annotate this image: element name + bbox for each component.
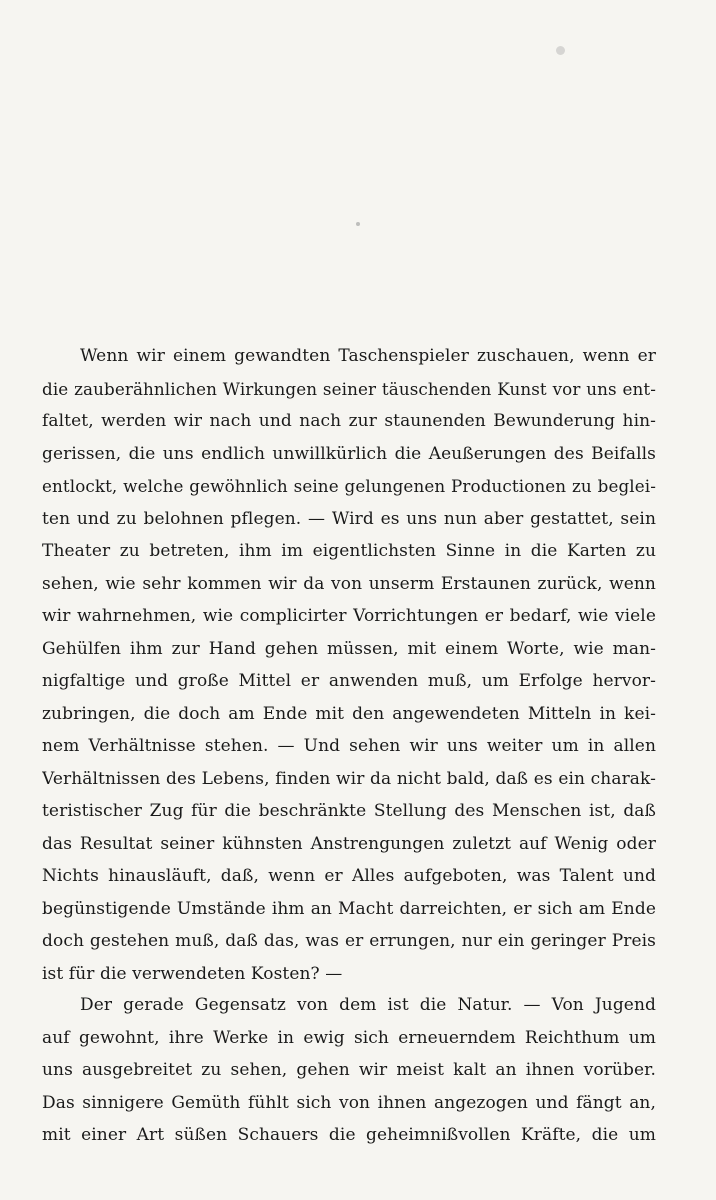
text-line: Der gerade Gegensatz von dem ist die Natur. — Von Jugend xyxy=(80,995,656,1015)
text-line: ten und zu belohnen pflegen. — Wird es uns nun aber gestattet, sein xyxy=(42,508,656,529)
text-line: Nichts hinausläuft, daß, wenn er Alles aufgeboten, was Talent und xyxy=(42,866,656,886)
paragraph-2 xyxy=(42,989,656,1152)
text-line: Das sinnigere Gemüth fühlt sich von ihnen angezogen und fängt an, xyxy=(42,1092,656,1113)
text-line: Gehülfen ihm zur Hand gehen müssen, mit einem Worte, wie man- xyxy=(42,638,656,659)
text-line: ist für die verwendeten Kosten? — xyxy=(42,963,343,984)
text-line: nem Verhältnisse stehen. — Und sehen wir uns weiter um in allen xyxy=(42,736,656,756)
text-line: Wenn wir einem gewandten Taschenspieler zuschauen, wenn er xyxy=(80,346,656,366)
text-line: zubringen, die doch am Ende mit den angewendeten Mitteln in kei- xyxy=(42,703,656,724)
text-line: mit einer Art süßen Schauers die geheimnißvollen Kräfte, die um xyxy=(42,1125,656,1145)
text-line: wir wahrnehmen, wie complicirter Vorrichtungen er bedarf, wie viele xyxy=(42,606,656,626)
text-line: Theater zu betreten, ihm im eigentlichsten Sinne in die Karten zu xyxy=(42,541,656,561)
text-line: Verhältnissen des Lebens, finden wir da nicht bald, daß es ein charak- xyxy=(42,768,656,789)
text-line: sehen, wie sehr kommen wir da von unserm Erstaunen zurück, wenn xyxy=(42,573,656,594)
text-line: das Resultat seiner kühnsten Anstrengungen zuletzt auf Wenig oder xyxy=(42,833,656,854)
text-line: faltet, werden wir nach und nach zur staunenden Bewunderung hin- xyxy=(42,411,656,431)
text-line: die zauberähnlichen Wirkungen seiner täuschenden Kunst vor uns ent- xyxy=(42,378,656,399)
text-line: entlockt, welche gewöhnlich seine gelungenen Productionen zu beglei- xyxy=(42,476,656,496)
text-line: doch gestehen muß, daß das, was er errungen, nur ein geringer Preis xyxy=(42,931,656,951)
paper-speck xyxy=(556,46,565,55)
text-line: begünstigende Umstände ihm an Macht darreichten, er sich am Ende xyxy=(42,898,656,919)
text-line: gerissen, die uns endlich unwillkürlich die Aeußerungen des Beifalls xyxy=(42,443,656,464)
text-line: nigfaltige und große Mittel er anwenden muß, um Erfolge hervor- xyxy=(42,671,656,691)
text-line: teristischer Zug für die beschränkte Stellung des Menschen ist, daß xyxy=(42,801,656,821)
paragraph-1 xyxy=(42,340,656,990)
text-line: auf gewohnt, ihre Werke in ewig sich erneuerndem Reichthum um xyxy=(42,1027,656,1048)
paper-speck xyxy=(356,222,360,226)
text-line: uns ausgebreitet zu sehen, gehen wir meist kalt an ihnen vorüber. xyxy=(42,1060,656,1080)
